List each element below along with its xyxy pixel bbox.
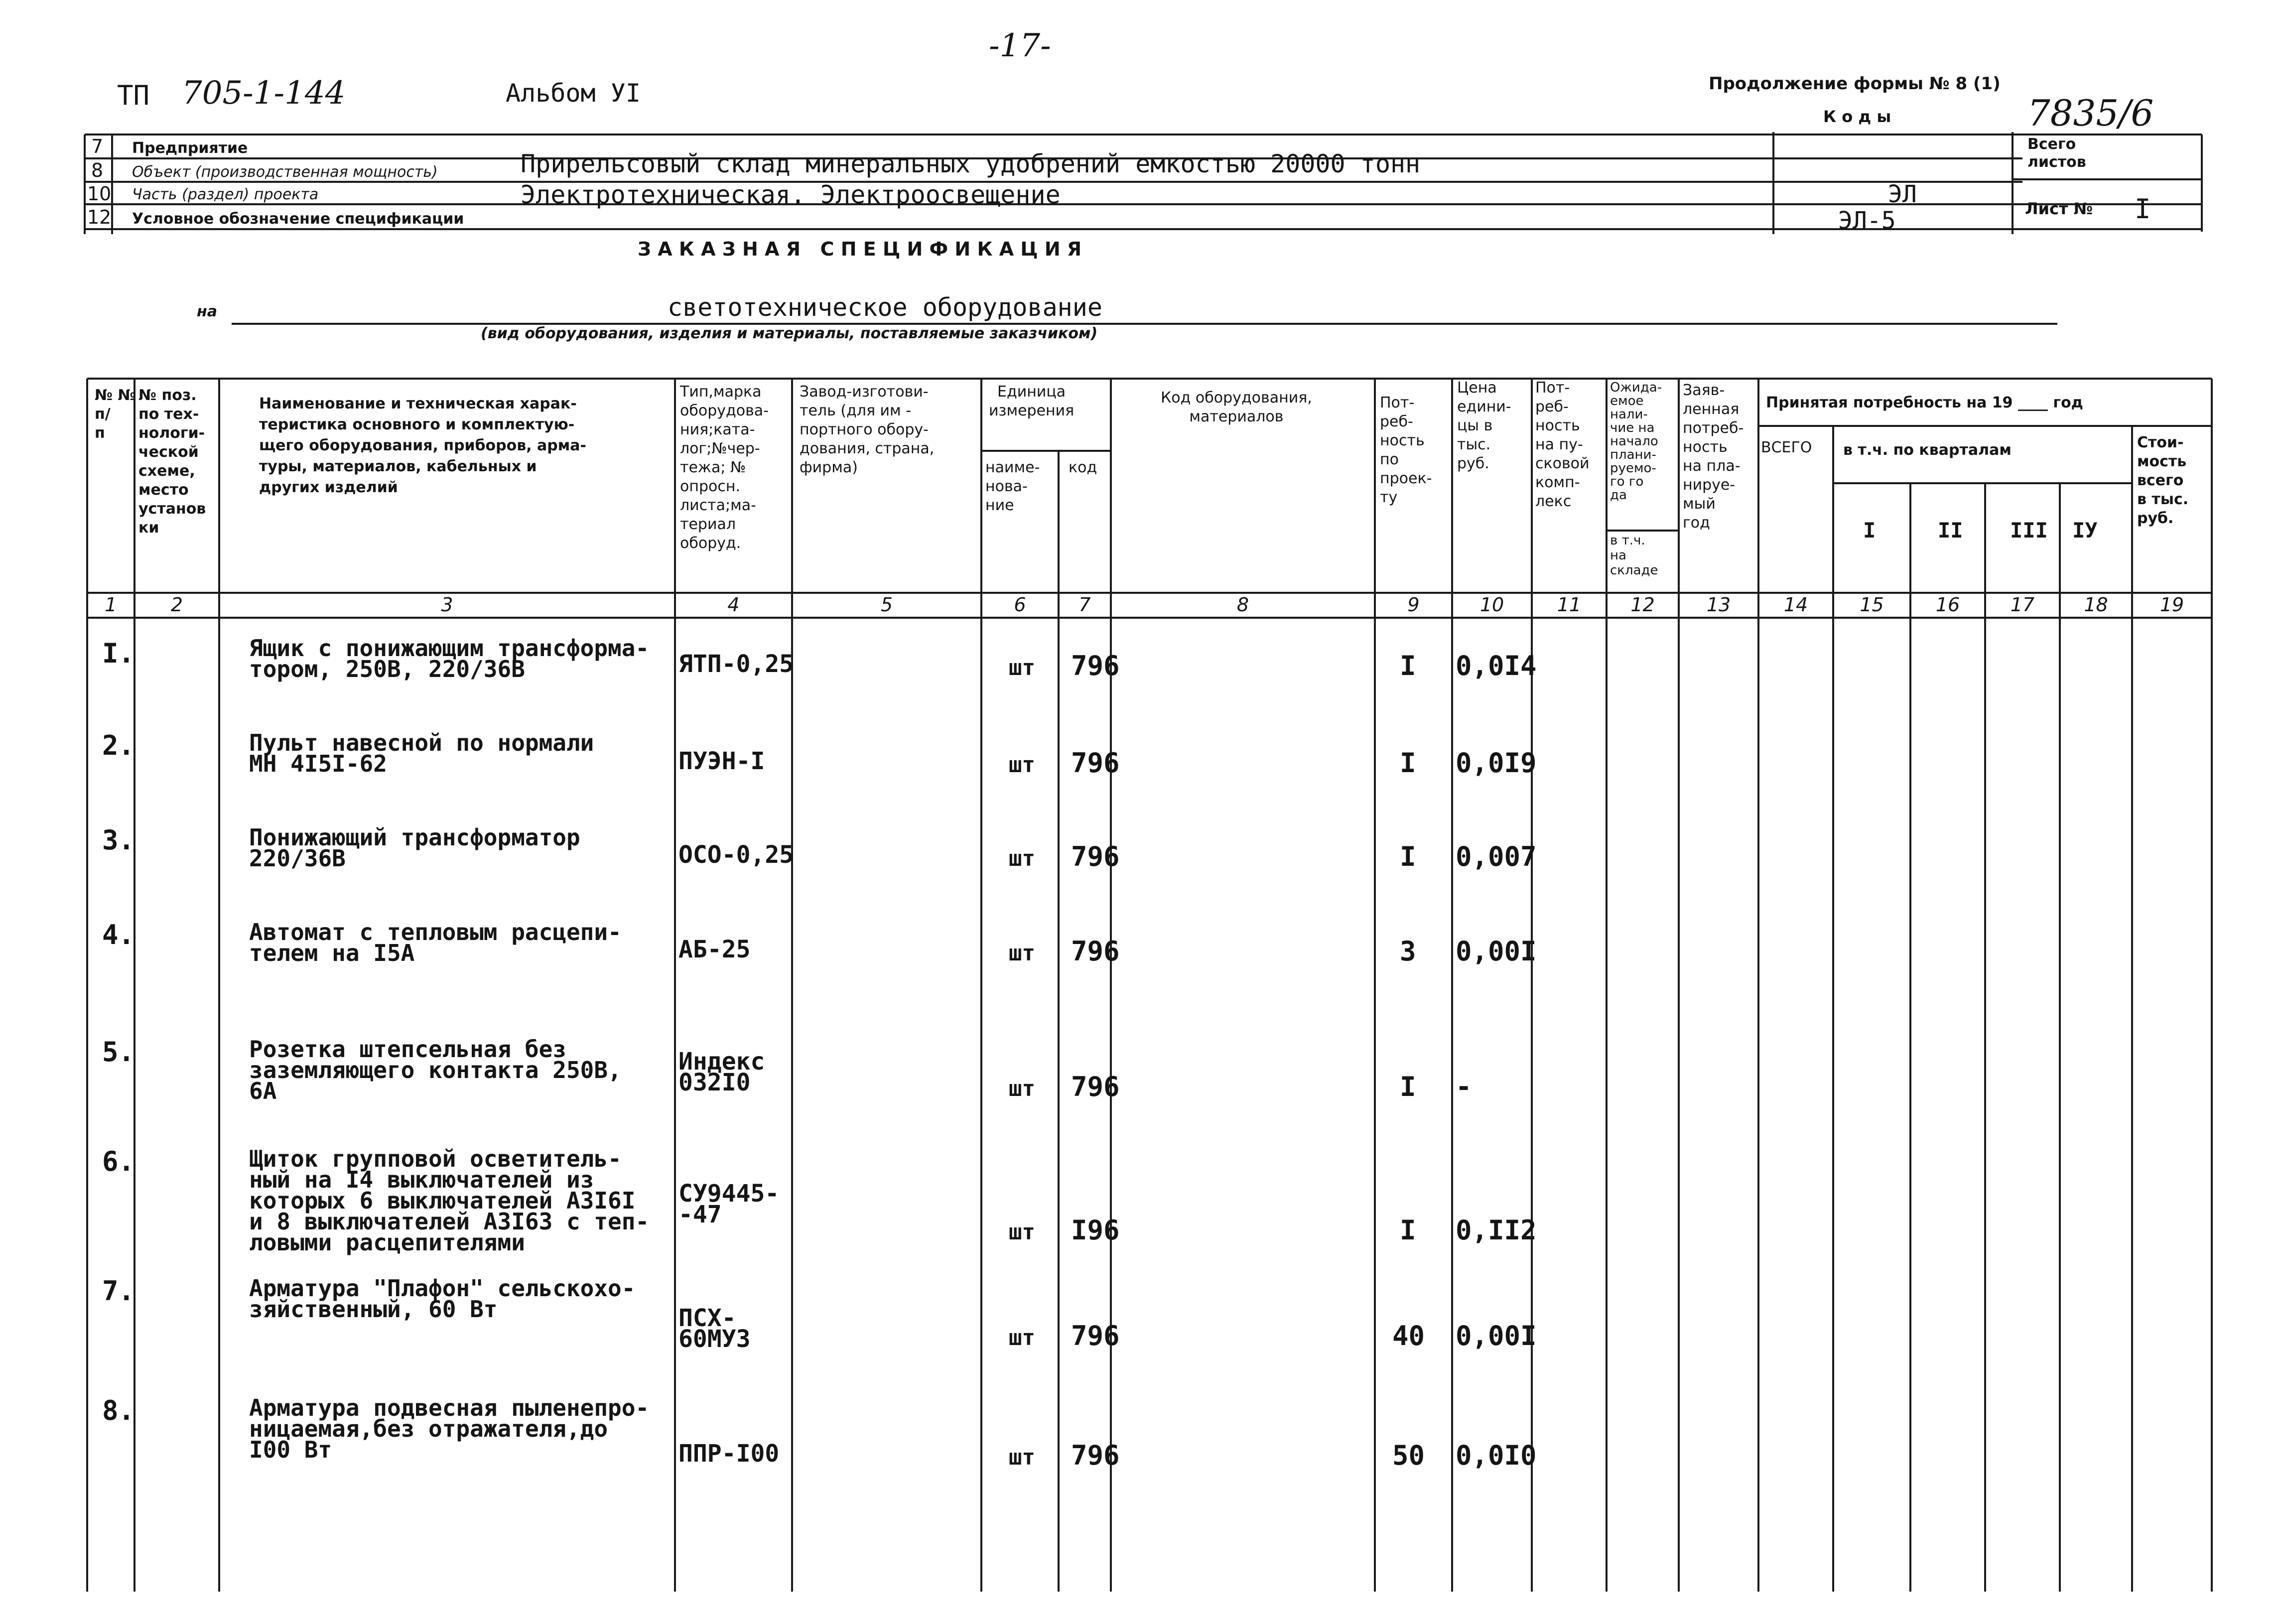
col-header-19: Стои- мость всего в тыс. руб. (2137, 434, 2189, 527)
item-unit-code: 796 (1071, 747, 1120, 779)
row-number: 5. (102, 1036, 135, 1068)
item-qty: I (1400, 650, 1416, 681)
title-row-label: Объект (производственная мощность) (132, 163, 438, 181)
col-header-14: ВСЕГО (1761, 439, 1812, 456)
row-number: I. (102, 638, 135, 669)
item-qty: 40 (1392, 1320, 1425, 1352)
col-header-3: Наименование и техническая харак- теристика основного и комплектую- щего оборудования, приборов, арма- туры, материалов, кабельных и других изделий (259, 395, 586, 496)
item-type: АБ-25 (678, 936, 751, 963)
item-unit: шт (1009, 655, 1035, 680)
col-header-6: наиме- нова- ние (985, 459, 1040, 514)
item-name: Щиток групповой осветитель- ный на I4 выключателей из которых 6 выключателей А3I6I и 8 выключателей А3I63 с теп- ловыми расцепителями (249, 1145, 650, 1256)
item-price: - (1456, 1071, 1472, 1102)
total-sheets-label: Всего листов (2027, 135, 2086, 171)
col-number: 3 (441, 594, 453, 616)
tp-number: 705-1-144 (182, 75, 346, 112)
item-unit-code: 796 (1071, 1071, 1120, 1102)
col-number: 15 (1860, 594, 1884, 616)
col-header-10: Цена едини- цы в тыс. руб. (1457, 379, 1511, 472)
col-number: 17 (2010, 594, 2035, 616)
tp-label: ТП (117, 80, 150, 111)
item-unit: шт (1009, 1076, 1035, 1101)
quarters-label: в т.ч. по кварталам (1843, 441, 2012, 459)
col-number: 4 (727, 594, 740, 616)
item-name: Понижающий трансформатор 220/36В (249, 824, 580, 872)
form-continuation: Продолжение формы № 8 (1) (1709, 74, 2001, 94)
col-header-q1: I (1863, 518, 1876, 542)
col-number: 7 (1078, 594, 1091, 616)
item-name: Ящик с понижающим трансформа- тором, 250В, 220/36В (249, 635, 650, 682)
item-price: 0,0I0 (1456, 1440, 1537, 1471)
item-unit: шт (1009, 1219, 1035, 1245)
item-name: Арматура "Плафон" сельскохо- зяйственный, 60 Вт (249, 1275, 636, 1323)
col-number: 2 (170, 594, 183, 616)
col-header-unit-group: Единица измерения (989, 383, 1074, 419)
col-number: 18 (2084, 594, 2108, 616)
item-qty: 3 (1400, 936, 1416, 967)
album-label: Альбом УI (506, 79, 641, 108)
item-price: 0,0I9 (1456, 747, 1537, 779)
item-name: Арматура подвесная пыленепро- ницаемая,без отражателя,до I00 Вт (249, 1394, 650, 1463)
col-header-1: № № п/ п (95, 387, 136, 442)
item-unit: шт (1009, 941, 1035, 966)
object-value: Прирельсовый склад минеральных удобрений емкостью 20000 тонн (521, 149, 1421, 178)
col-header-5: Завод-изготови- тель (для им - портного обору- дования, страна, фирма) (800, 383, 935, 476)
row-number: 2. (102, 730, 135, 761)
item-qty: I (1400, 747, 1416, 779)
title-row-num: 10 (87, 183, 112, 205)
col-header-2: № поз. по тех- нологи- ческой схеме, место установ ки (138, 387, 206, 537)
col-header-q3: III (2010, 518, 2048, 542)
item-unit: шт (1009, 1445, 1035, 1470)
title-row-label: Часть (раздел) проекта (132, 186, 319, 203)
item-qty: I (1400, 841, 1416, 872)
col-header-12-top: Ожида- емое нали- чие на начало плани- руемо- го го да (1610, 380, 1662, 503)
item-type: ЯТП-0,25 (678, 650, 794, 678)
title-row-num: 8 (91, 159, 104, 181)
item-price: 0,0I4 (1456, 650, 1537, 681)
item-unit-code: 796 (1071, 936, 1120, 967)
col-number: 10 (1479, 594, 1504, 616)
item-unit: шт (1009, 752, 1035, 778)
item-unit: шт (1009, 1325, 1035, 1351)
col-number: 11 (1557, 594, 1582, 616)
row-number: 6. (102, 1146, 135, 1177)
title-row-num: 7 (91, 135, 104, 157)
item-unit: шт (1009, 846, 1035, 871)
row-number: 4. (102, 919, 135, 950)
accepted-demand-label: Принятая потребность на 19 ____ год (1766, 394, 2083, 411)
item-name: Автомат с тепловым расцепи- телем на I5А (249, 919, 622, 966)
spec-subject: светотехническое оборудование (668, 293, 1102, 322)
item-price: 0,007 (1456, 841, 1537, 872)
col-number: 6 (1014, 594, 1026, 616)
subject-caption: (вид оборудования, изделия и материалы, поставляемые заказчиком) (481, 325, 1098, 342)
sheet-value: I (2135, 193, 2151, 225)
col-number: 19 (2159, 594, 2184, 616)
spec-heading: З А К А З Н А Я С П Е Ц И Ф И К А Ц И Я (638, 238, 1082, 260)
col-number: 1 (105, 594, 117, 616)
row-number: 8. (102, 1395, 135, 1426)
doc-code: 7835/6 (2027, 92, 2154, 134)
item-type: Индекс 032I0 (678, 1048, 765, 1096)
col-number: 13 (1706, 594, 1731, 616)
col-number: 14 (1783, 594, 1808, 616)
col-number: 16 (1935, 594, 1960, 616)
col-header-12-bottom: в т.ч. на складе (1610, 533, 1658, 578)
item-unit-code: 796 (1071, 650, 1120, 681)
codes-label: К о д ы (1823, 107, 1891, 126)
code-el5: ЭЛ-5 (1838, 207, 1896, 235)
item-qty: I (1400, 1071, 1416, 1102)
col-header-9: Пот- реб- ность по проек- ту (1380, 394, 1432, 506)
part-value: Электротехническая. Электроосвещение (521, 180, 1061, 209)
item-name: Пульт навесной по нормали МН 4I5I-62 (249, 729, 594, 777)
item-unit-code: I96 (1071, 1215, 1120, 1246)
item-unit-code: 796 (1071, 1320, 1120, 1352)
item-price: 0,00I (1456, 936, 1537, 967)
col-header-11: Пот- реб- ность на пу- сковой комп- лекс (1535, 379, 1590, 510)
title-row-label: Предприятие (132, 139, 248, 157)
row-number: 3. (102, 824, 135, 856)
col-number: 9 (1407, 594, 1420, 616)
code-el: ЭЛ (1888, 180, 1917, 208)
col-header-q4: IУ (2072, 518, 2098, 542)
title-row-num: 12 (87, 206, 112, 228)
col-header-13: Заяв- ленная потреб- ность на пла- нируе- мый год (1683, 382, 1744, 532)
item-type: ППР-I00 (678, 1440, 780, 1468)
page-number: -17- (989, 27, 1051, 64)
item-type: ОСО-0,25 (678, 841, 794, 869)
col-number: 5 (880, 594, 893, 616)
item-name: Розетка штепсельная без заземляющего контакта 250В, 6А (249, 1036, 622, 1104)
col-header-7: код (1069, 459, 1097, 476)
row-number: 7. (102, 1275, 135, 1307)
col-number: 8 (1236, 594, 1249, 616)
col-header-q2: II (1938, 518, 1963, 542)
item-qty: 50 (1392, 1440, 1425, 1471)
col-header-4: Тип,марка оборудова- ния;ката- лог;№чер- тежа; № опросн. листа;ма- териал оборуд. (680, 383, 769, 552)
col-header-8: Код оборудования, материалов (1161, 389, 1312, 425)
item-price: 0,00I (1456, 1320, 1537, 1352)
col-number: 12 (1630, 594, 1655, 616)
item-type: ПУЭН-I (678, 747, 765, 775)
na-label: на (197, 303, 217, 320)
item-type: СУ9445- -47 (678, 1180, 780, 1228)
sheet-label: Лист № (2025, 199, 2093, 218)
item-unit-code: 796 (1071, 1440, 1120, 1471)
item-price: 0,II2 (1456, 1215, 1537, 1246)
item-type: ПСХ- 60МУЗ (678, 1304, 751, 1353)
item-qty: I (1400, 1215, 1416, 1246)
item-unit-code: 796 (1071, 841, 1120, 872)
title-row-label: Условное обозначение спецификации (132, 210, 464, 228)
